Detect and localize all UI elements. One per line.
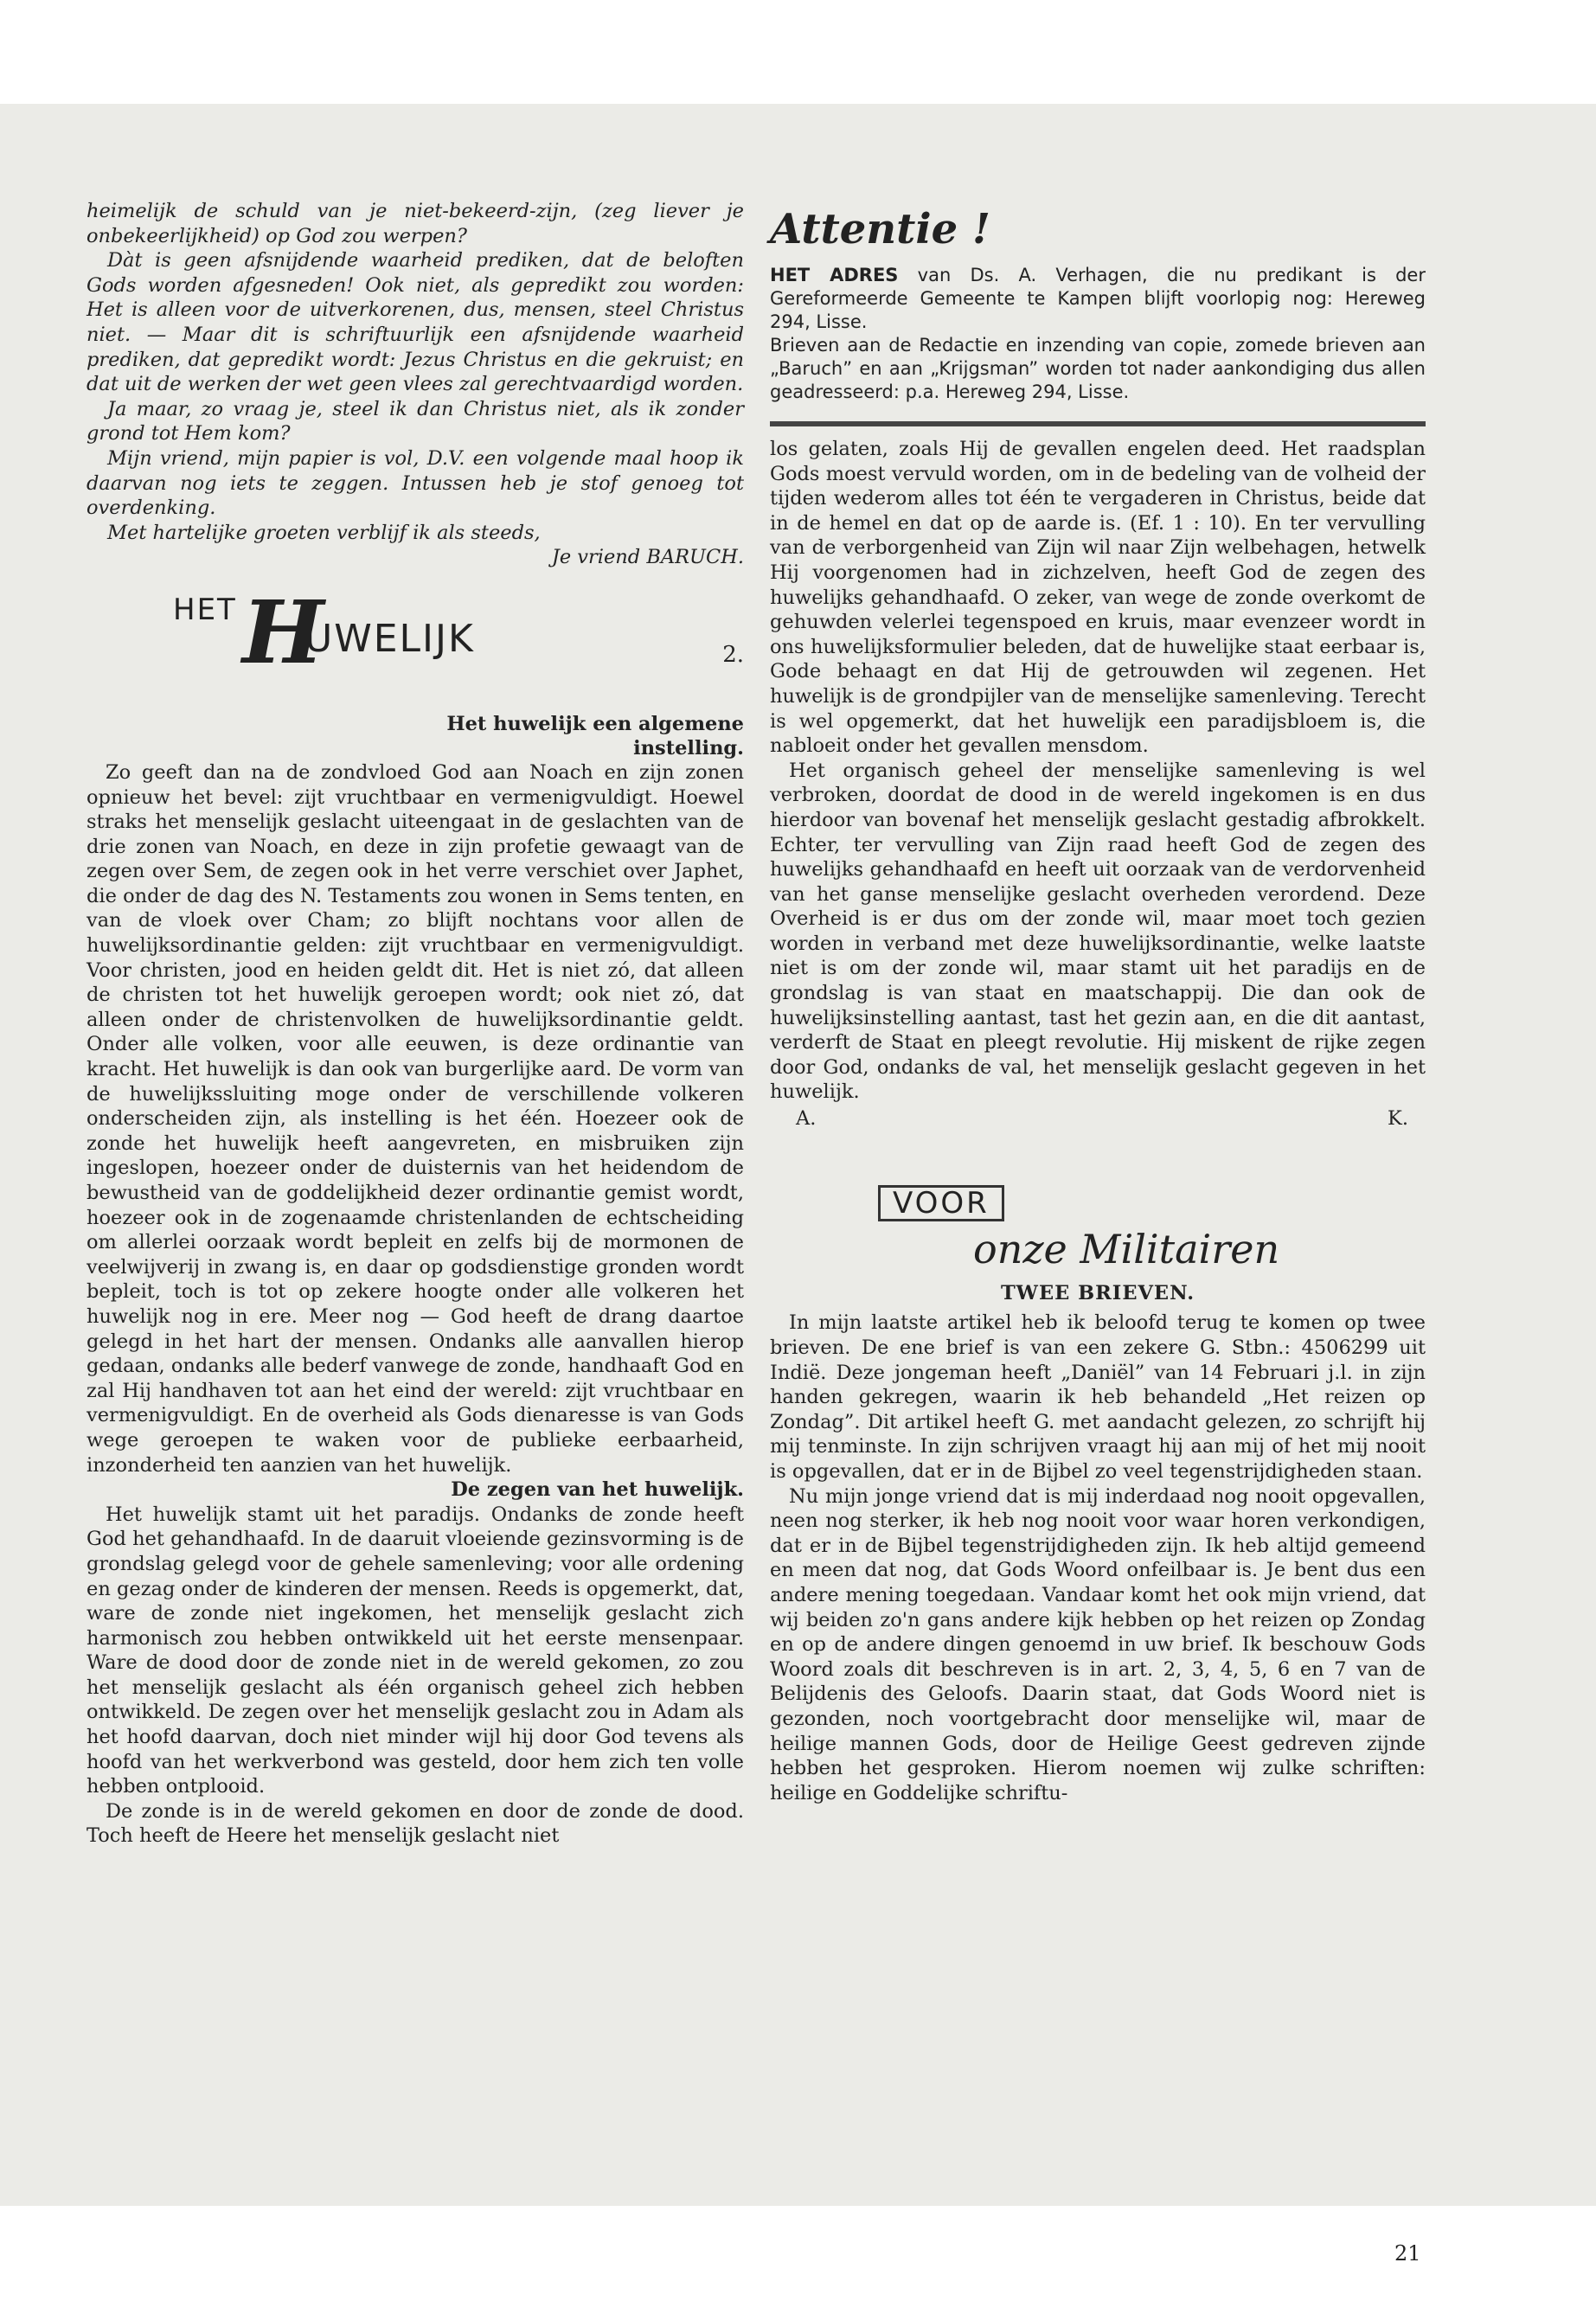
letter-paragraph: Dàt is geen afsnijdende waarheid prediken, dat de beloften Gods worden afgesneden! Ook niet, als gepredikt zou worden: Het is alleen voor de uitverkorenen, dus, mensen, steel Christus niet. — Maar dit is schriftuurlijk een afsnijdende waarheid prediken, dat gepredikt wordt: Jezus Christus en die gekruist; en dat uit de werken der wet geen vlees zal gerechtvaardigd worden. — [87, 249, 744, 396]
notice-paragraph — [770, 264, 1426, 334]
right-column — [770, 203, 1426, 1805]
letter-paragraph: Mijn vriend, mijn papier is vol, D.V. een volgende maal hoop ik daarvan nog iets te zeggen. Intussen heb je stof genoeg tot overdenking. — [87, 446, 744, 520]
twee-brieven-heading: TWEE BRIEVEN. — [1000, 1281, 1195, 1304]
notice-text: van Ds. A. Verhagen, die nu predikant is der Gereformeerde Gemeente te Kampen blijft voorlopig nog: Hereweg 294, Lisse. — [770, 265, 1426, 332]
baruch-letter — [87, 199, 744, 570]
heading-het: HET — [173, 592, 237, 627]
article-body — [87, 760, 744, 1849]
signature-initial-k: K. — [1388, 1107, 1408, 1131]
body-paragraph: los gelaten, zoals Hij de gevallen engelen deed. Het raadsplan Gods moest vervuld worden, om in de bedeling van de volheid der tijden wederom alles tot één te vergaderen in Christus, beide dat in de hemel en dat op de aarde is. (Ef. 1 : 10). En ter vervulling van de verborgenheid van Zijn wil naar Zijn welbehagen, hetwelk Hij voorgenomen had in zichzelven, heeft God de zegen des huwelijks gehandhaafd. O zeker, van wege de zonde overkomt de gehuwden velerlei tegenspoed en kruis, maar evenzeer wordt in ons huwelijksformulier beleden, dat de huwelijke staat eerbaar is, Gode behaagt en dat Hij de getrouwden wil zegenen. Het huwelijk is de grondpijler van de menselijke samenleving. Terecht is wel opgemerkt, dat het huwelijk een paradijsbloem is, die nabloeit onder het gevallen mensdom. — [770, 438, 1426, 758]
body-paragraph: Het organisch geheel der menselijke samenleving is wel verbroken, doordat de dood in de wereld ingekomen is en dus hierdoor van bovenaf het menselijk geslacht gestadig afbrokkelt. Echter, ter vervulling van Zijn raad heeft God de zegen des huwelijks gehandhaafd en heeft uit oorzaak van de verdorvenheid van het ganse menselijke geslacht overheden verordend. Deze Overheid is er dus om der zonde wil, maar moet toch gezien worden in verband met deze huwelijksordinantie, welke laatste niet is om der zonde wil, maar stamt uit het paradijs en de grondslag is van staat en maatschappij. Die dan ook de huwelijksinstelling aantast, tast het gezin aan, en die dit aantast, verderft de Staat en pleegt revolutie. Hij miskent de rijke zegen door God, ondanks de val, het menselijk geslacht gegeven in het huwelijk. — [770, 759, 1426, 1104]
body-paragraph: Het huwelijk stamt uit het paradijs. Ondanks de zonde heeft God het gehandhaafd. In de daaruit vloeiende gezinsvorming is de grondslag gelegd voor de gehele samenleving; voor alle ordening en gezag onder de kinderen der mensen. Reeds is opgemerkt, dat, ware de zonde niet ingekomen, het menselijk geslacht zich harmonisch zou hebben ontwikkeld uit het eerste mensenpaar. Ware de dood door de zonde niet in de wereld gekomen, zo zou het menselijk geslacht als één organisch geheel zich hebben ontwikkeld. De zegen over het menselijk geslacht zou in Adam als het hoofd daarvan, doch niet minder wijl hij door God tevens als hoofd van het werkverbond was gesteld, door hem zich ten volle hebben ontplooid. — [87, 1503, 744, 1798]
scanned-page — [0, 104, 1596, 2266]
notice-paragraph: Brieven aan de Redactie en inzending van copie, zomede brieven aan „Baruch” en aan „Krijgsman” worden tot nader aankondiging dus allen geadresseerd: p.a. Hereweg 294, Lisse. — [770, 335, 1426, 402]
signature-initial-a: A. — [796, 1107, 817, 1131]
notice-label: HET ADRES — [770, 265, 899, 285]
section-subheading: De zegen van het huwelijk. — [451, 1478, 744, 1502]
attentie-notice — [770, 264, 1426, 404]
body-paragraph: Zo geeft dan na de zondvloed God aan Noach en zijn zonen opnieuw het bevel: zijt vruchtbaar en vermenigvuldigt. Hoewel straks het menselijk geslacht uiteengaat in de geslachten van de drie zonen van Noach, en deze in zijn profetie gewaagt van de zegen over Sem, de zegen ook in het verre verschiet over Japhet, die onder de dag des N. Testaments zou wonen in Sems tenten, en van de vloek over Cham; zo blijft nochtans voor allen de huwelijksordinantie gelden: zijt vruchtbaar en vermenigvuldigt. Voor christen, jood en heiden geldt dit. Het is niet zó, dat alleen de christen tot het huwelijk geroepen wordt; ook niet zó, dat alleen onder de christenvolken de huwelijksordinantie geldt. Onder alle volken, voor alle eeuwen, is deze ordinantie van kracht. Het huwelijk is dan ook van burgerlijke aard. De vorm van de huwelijkssluiting moge onder de verschillende volkeren onderscheiden zijn, als instelling is het één. Hoezeer ook de zonde het huwelijk heeft aangevreten, en misbruiken zijn ingeslopen, hoezeer onder de duisternis van het heidendom de bewustheid van de goddelijkheid dezer ordinantie gemist wordt, hoezeer ook in de zogenaamde christenlanden de echtscheiding om allerlei oorzaak wordt bepleit en zelfs bij de mormonen de veelwijverij in zwang is, en daar op godsdienstige gronden wordt bepleit, toch is tot op zekere hoogte onder alle volkeren het huwelijk nog in ere. Meer nog — God heeft de drang daartoe gelegd in het hart der mensen. Ondanks alle aanvallen hierop gedaan, ondanks alle bederf vanwege de zonde, handhaaft God en zal Hij handhaven tot aan het eind der wereld: zijt vruchtbaar en vermenigvuldigt. En de overheid als Gods dienaresse is van Gods wege geroepen te waken voor de publieke eerbaarheid, inzonderheid ten aanzien van het huwelijk. — [87, 760, 744, 1477]
body-paragraph: Nu mijn jonge vriend dat is mij inderdaad nog nooit opgevallen, neen nog sterker, ik heb nog nooit voor waar horen verkondigen, dat er in de Bijbel tegenstrijdigheden zijn. Ik heb altijd gemeend en meen dat nog, dat Gods Woord onfeilbaar is. Je bent dus een andere mening toegedaan. Vandaar komt het ook mijn vriend, dat wij beiden zo'n gans andere kijk hebben op het reizen op Zondag en op de andere dingen genoemd in uw brief. Ik beschouw Gods Woord zoals dit beschreven is in art. 2, 3, 4, 5, 6 en 7 van de Belijdenis des Geloofs. Daarin staat, dat Gods Woord niet is gezonden, noch voortgebracht door menselijke wil, maar de heilige mannen Gods, door de Heilige Geest gedreven zijnde hebben het gesproken. Hierom noemen wij zulke schriften: heilige en Goddelijke schriftu- — [770, 1484, 1426, 1804]
voor-box: VOOR — [878, 1185, 1004, 1222]
letter-signature: Je vriend BARUCH. — [551, 546, 744, 569]
letter-paragraph: heimelijk de schuld van je niet-bekeerd-zijn, (zeg liever je onbekeerlijkheid) op God zou werpen? — [87, 200, 744, 247]
letter-paragraph: Met hartelijke groeten verblijf ik als steeds, — [107, 521, 541, 544]
section-subheading: Het huwelijk een algemene instelling. — [446, 712, 744, 760]
article-heading — [87, 582, 744, 712]
article-continuation — [770, 437, 1426, 1131]
page-number: 21 — [1394, 2241, 1421, 2266]
letter-paragraph: Ja maar, zo vraag je, steel ik dan Christus niet, als ik zonder grond tot Hem kom? — [87, 397, 744, 445]
militairen-body — [770, 1311, 1426, 1805]
article-signature — [770, 1106, 1426, 1131]
body-paragraph: De zonde is in de wereld gekomen en door de zonde de dood. Toch heeft de Heere het menselijk geslacht niet — [87, 1799, 744, 1848]
militairen-heading: onze Militairen — [973, 1226, 1280, 1273]
heading-number: 2. — [722, 641, 744, 668]
attentie-title: Attentie ! — [770, 205, 990, 253]
body-paragraph: In mijn laatste artikel heb ik beloofd terug te komen op twee brieven. De ene brief is van een zekere G. Stbn.: 4506299 uit Indië. Deze jongeman heeft „Daniël” van 14 Februari j.l. in zijn handen gekregen, waarin ik heb behandeld „Het reizen op Zondag”. Dit artikel heeft G. met aandacht gelezen, zo schrijft hij mij tenminste. In zijn schrijven vraagt hij aan mij of het mij nooit is opgevallen, dat er in de Bijbel zo veel tegenstrijdigheden staan. — [770, 1311, 1426, 1483]
heading-initial: H — [242, 580, 324, 683]
divider — [770, 421, 1426, 426]
left-column — [87, 199, 744, 1849]
heading-word: UWELIJK — [304, 616, 475, 661]
